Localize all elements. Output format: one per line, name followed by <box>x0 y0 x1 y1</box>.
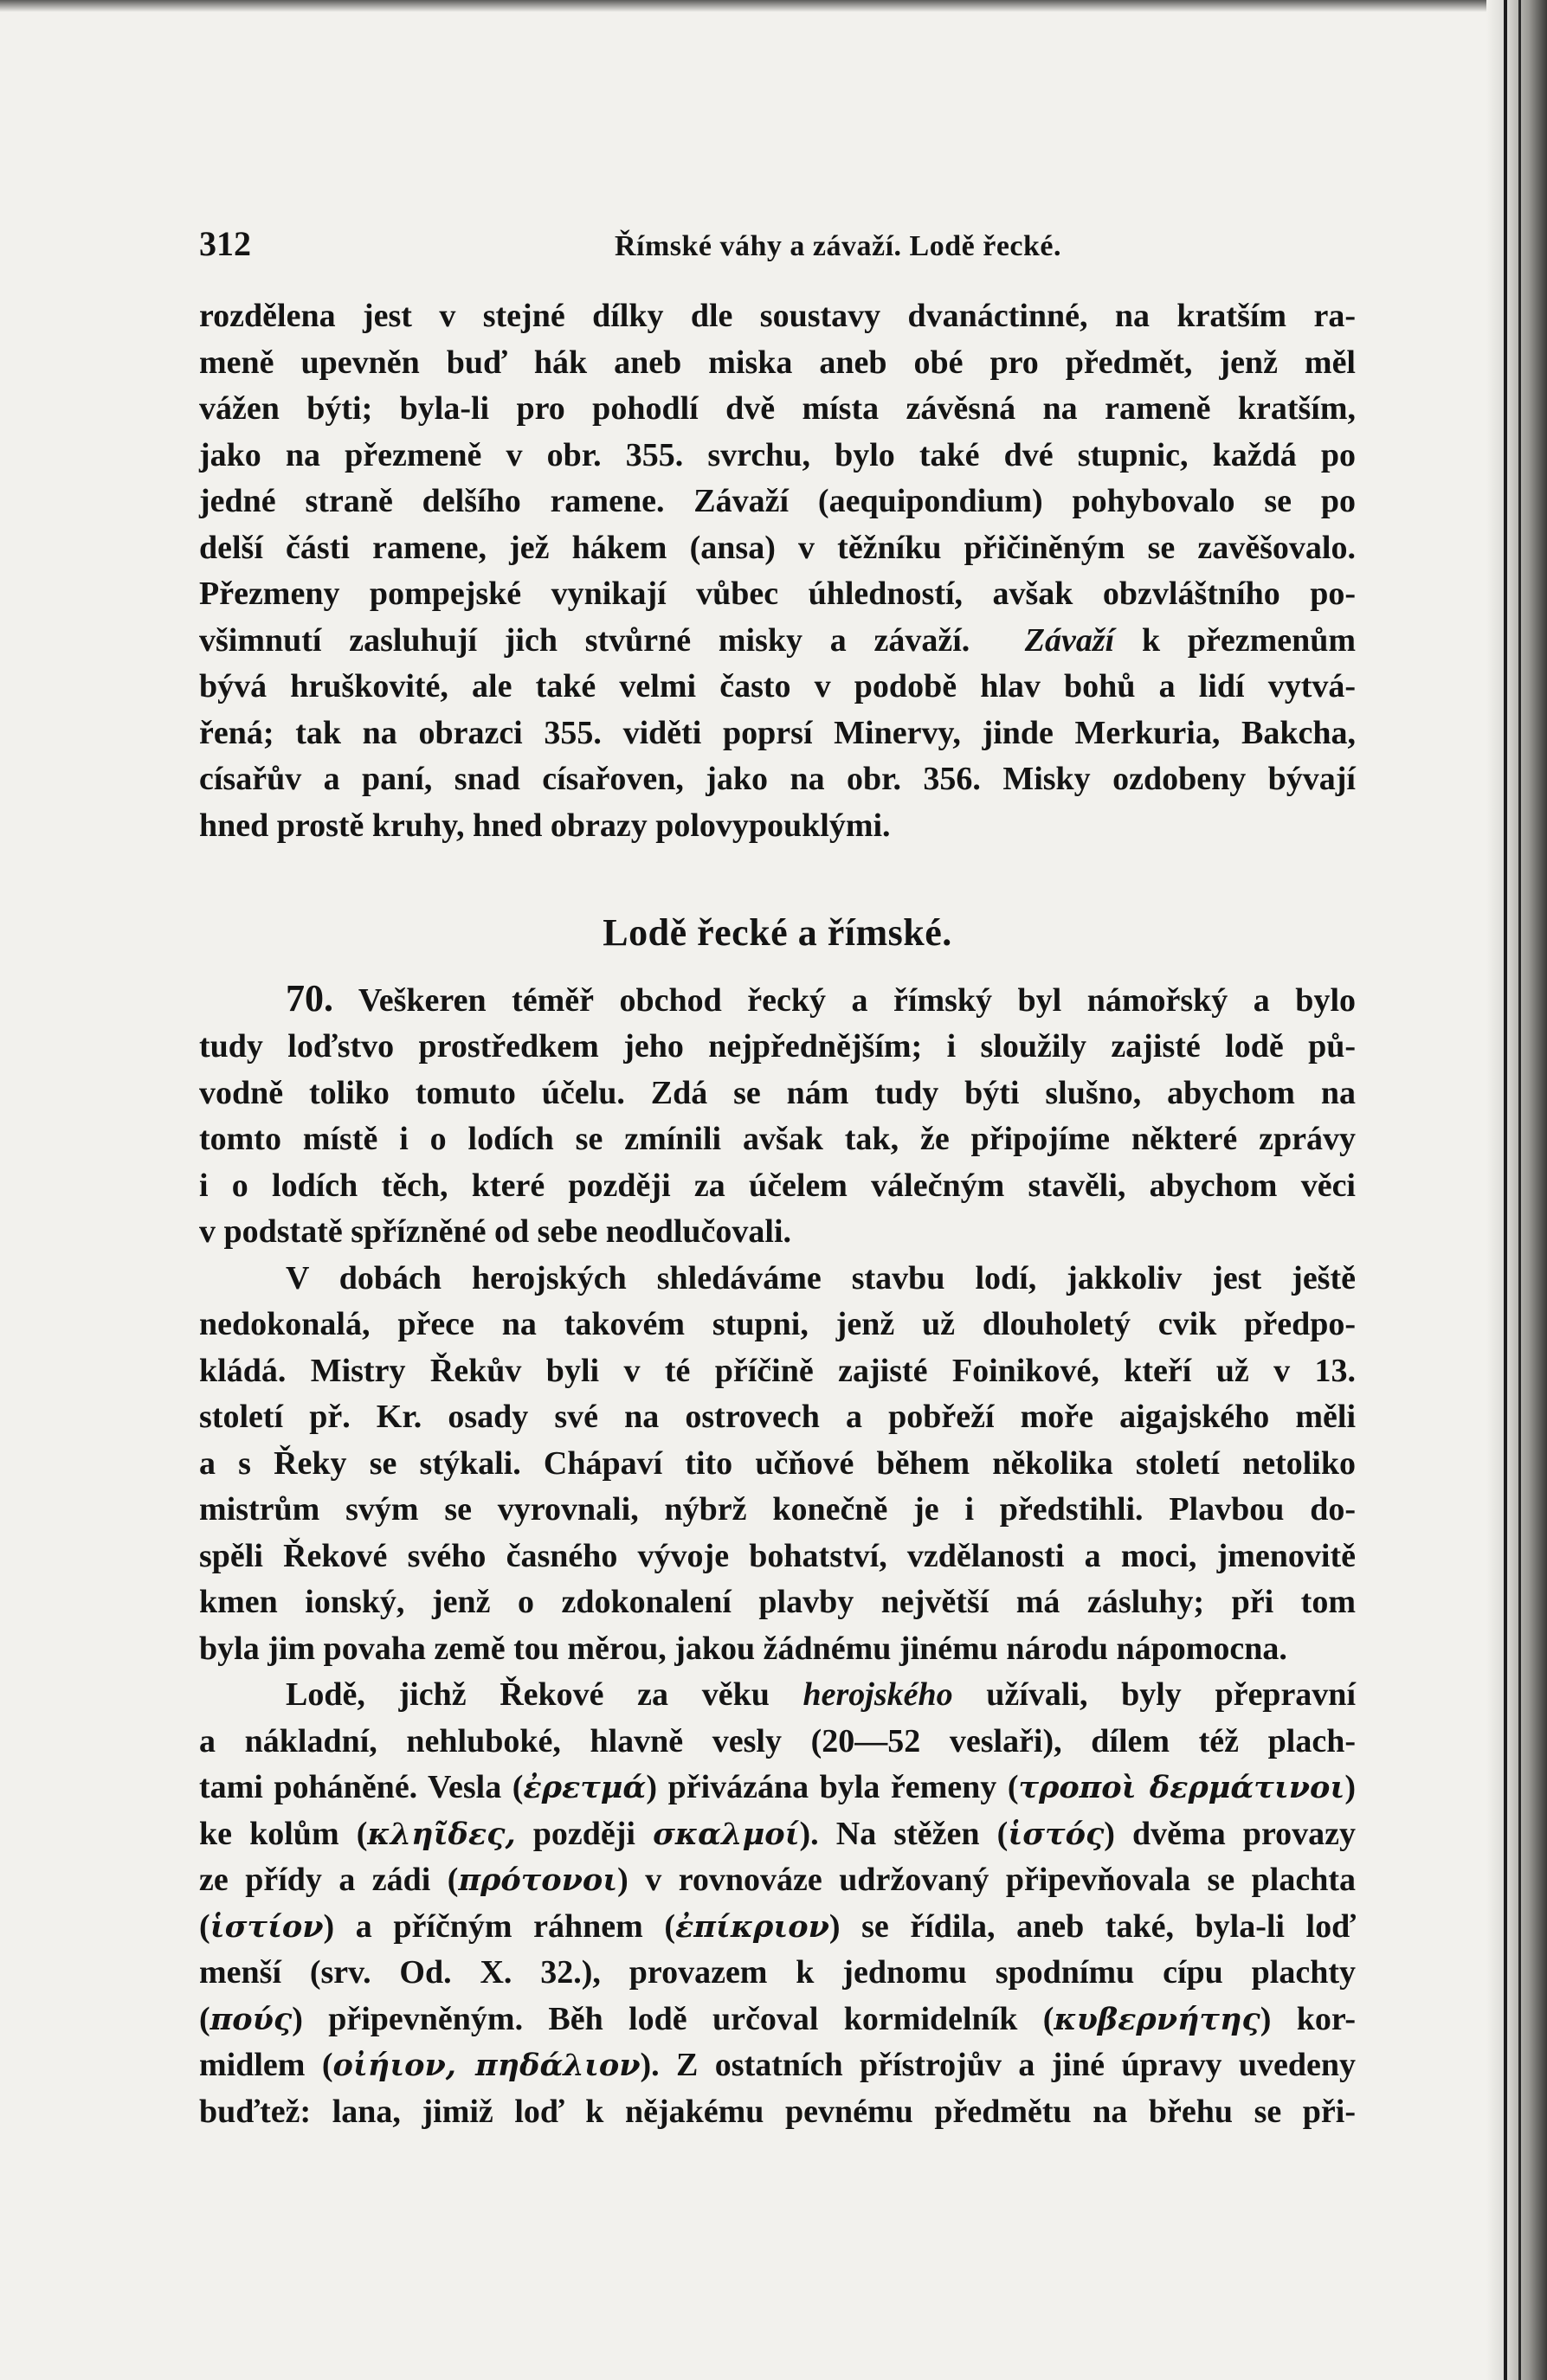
text-segment: tami poháněné. Vesla ( <box>199 1769 524 1805</box>
scan-top-shadow <box>0 0 1547 12</box>
section-number: 70. <box>286 976 333 1020</box>
text-line: menší (srv. Od. X. 32.), provazem k jednomu spodnímu cípu plachty <box>199 1954 1356 1991</box>
text-line <box>199 1997 1356 2043</box>
binding-line <box>1518 0 1521 2380</box>
greek-term: ἱστός <box>1008 1816 1105 1852</box>
text-segment: ) v rovnováze udržovaný připevňovala se plachta <box>617 1862 1356 1898</box>
book-page <box>199 221 1356 2135</box>
greek-term: κληῖδες, <box>367 1816 516 1852</box>
greek-term: πρότονοι <box>458 1862 618 1898</box>
text-line: delší části ramene, jež hákem (ansa) v těžníku přičiněným se zavěšovalo. <box>199 529 1356 566</box>
text-line: rozdělena jest v stejné dílky dle soustavy dvanáctinné, na kratším ra- <box>199 298 1356 334</box>
text-segment: užívali, byly přepravní <box>952 1676 1356 1713</box>
text-line: císařův a paní, snad císařoven, jako na obr. 356. Misky ozdobeny bývají <box>199 761 1356 797</box>
text-segment: ) dvěma provazy <box>1104 1815 1356 1852</box>
text-segment: ). Z ostatních přístrojův a jiné úpravy uvedeny <box>640 2047 1356 2083</box>
text-line: tudy loďstvo prostředkem jeho nejpřednějším; i sloužily zajisté lodě pů- <box>199 1028 1356 1065</box>
text-segment: ) a příčným ráhnem ( <box>323 1907 675 1945</box>
greek-term: ἐρετμά <box>523 1770 647 1805</box>
text-line: a s Řeky se stýkali. Chápaví tito učňové během několika století netoliko <box>199 1444 1356 1482</box>
text-line <box>199 1904 1356 1951</box>
text-segment: ke kolům ( <box>199 1815 368 1852</box>
paragraph-heroic-age <box>199 1256 1356 1673</box>
text-line: století př. Kr. osady své na ostrovech a pobřeží moře aigajského měli <box>199 1399 1356 1435</box>
text-line: vážen býti; byla-li pro pohodlí dvě místa závěsná na rameně kratším, <box>199 390 1356 427</box>
text-line: mistrům svým se vyrovnali, nýbrž konečně je i předstihli. Plavbou do- <box>199 1491 1356 1528</box>
italic-term: herojského <box>803 1676 953 1713</box>
text-segment: všimnutí zasluhují jich stvůrné misky a závaží. <box>199 621 970 659</box>
greek-term: ἐπίκριον <box>674 1908 829 1945</box>
text-segment: ) kor- <box>1260 2000 1356 2037</box>
text-segment: ). Na stěžen ( <box>799 1815 1009 1852</box>
text-line: vodně toliko tomuto účelu. Zdá se nám tudy býti slušno, abychom na <box>199 1074 1356 1111</box>
greek-term: σκαλμοί <box>653 1816 800 1852</box>
text-line <box>199 2042 1356 2089</box>
text-line: řená; tak na obrazci 355. viděti poprsí Minervy, jinde Merkuria, Bakcha, <box>199 714 1356 751</box>
text-segment: k přezmenům <box>1114 621 1357 659</box>
text-line <box>199 1857 1356 1904</box>
page-header <box>199 221 1356 273</box>
text-line: V dobách herojských shledáváme stavbu lodí, jakkoliv jest ještě <box>286 1259 1356 1296</box>
binding-line <box>1504 0 1507 2380</box>
greek-term: οἰήιον, πηδάλιον <box>332 2048 641 2083</box>
paragraph-scales <box>199 293 1356 849</box>
text-segment: ) přivázána byla řemeny ( <box>646 1769 1019 1805</box>
section-title: Lodě řecké a římské. <box>603 911 952 954</box>
text-segment: midlem ( <box>199 2047 333 2083</box>
text-line: i o lodích těch, které později za účelem válečným stavěli, abychom věci <box>199 1167 1356 1204</box>
text-segment: ze přídy a zádi ( <box>199 1862 459 1898</box>
paragraph-ships <box>199 1672 1356 2135</box>
text-line: bývá hruškovité, ale také velmi často v podobě hlav bohů a lidí vytvá- <box>199 668 1356 704</box>
greek-term: πούς <box>209 2001 293 2037</box>
text-line: byla jim povaha země tou měrou, jakou žádnému jinému národu nápomocna. <box>199 1630 1287 1667</box>
text-line: jako na přezmeně v obr. 355. svrchu, bylo také dvé stupnic, každá po <box>199 436 1356 473</box>
text-line: spěli Řekové svého časného vývoje bohatství, vzdělanosti a moci, jmenovitě <box>199 1537 1356 1574</box>
text-line <box>199 618 1356 665</box>
text-segment: ) se řídila, aneb také, byla-li loď <box>828 1907 1356 1945</box>
italic-term: Závaží <box>1024 621 1115 659</box>
page-number: 312 <box>199 224 251 263</box>
text-segment: ) připevněným. Běh lodě určoval kormidelník ( <box>292 2000 1054 2037</box>
paragraph-section-70 <box>199 975 1356 1256</box>
text-line: kládá. Mistry Řekův byli v té příčině zajisté Foinikové, kteří už v 13. <box>199 1352 1356 1389</box>
text-line: nedokonalá, přece na takovém stupni, jenž už dlouholetý cvik předpo- <box>199 1306 1356 1342</box>
greek-term: ἱστίον <box>209 1908 324 1945</box>
text-line <box>199 1765 1356 1811</box>
text-line: a nákladní, nehluboké, hlavně vesly (20—52 veslaři), dílem též plach- <box>199 1722 1356 1759</box>
text-line <box>199 1672 1356 1719</box>
text-line: meně upevněn buď hák aneb miska aneb obé pro předmět, jenž měl <box>199 344 1356 381</box>
text-segment: ( <box>199 1907 210 1945</box>
text-segment: Lodě, jichž Řekové za věku <box>286 1676 803 1713</box>
text-line: buďtež: lana, jimiž loď k nějakému pevnému předmětu na břehu se při- <box>199 2093 1356 2130</box>
text-line: v podstatě spřízněné od sebe neodlučovali. <box>199 1213 792 1250</box>
running-head: Římské váhy a závaží. Lodě řecké. <box>614 230 1061 262</box>
greek-term: κυβερνήτης <box>1054 2001 1260 2037</box>
text-segment: Veškeren téměř obchod řecký a římský byl námořský a bylo <box>333 981 1356 1019</box>
text-segment: ) <box>1344 1769 1356 1805</box>
text-segment: ( <box>199 2000 210 2037</box>
text-line: kmen ionský, jenž o zdokonalení plavby největší má zásluhy; při tom <box>199 1584 1356 1620</box>
text-line <box>199 1811 1356 1858</box>
text-line: jedné straně delšího ramene. Závaží (aequipondium) pohybovalo se po <box>199 483 1356 519</box>
text-segment: později <box>515 1815 654 1852</box>
text-line <box>199 975 1356 1025</box>
text-line: Přezmeny pompejské vynikají vůbec úhledností, avšak obzvláštního po- <box>199 576 1356 612</box>
greek-term: τροποὶ δερμάτινοι <box>1018 1770 1345 1805</box>
binding-edge <box>1486 0 1547 2380</box>
text-line: hned prostě kruhy, hned obrazy polovypouklými. <box>199 807 891 844</box>
text-line: tomto místě i o lodích se zmínili avšak tak, že připojíme některé zprávy <box>199 1121 1356 1157</box>
